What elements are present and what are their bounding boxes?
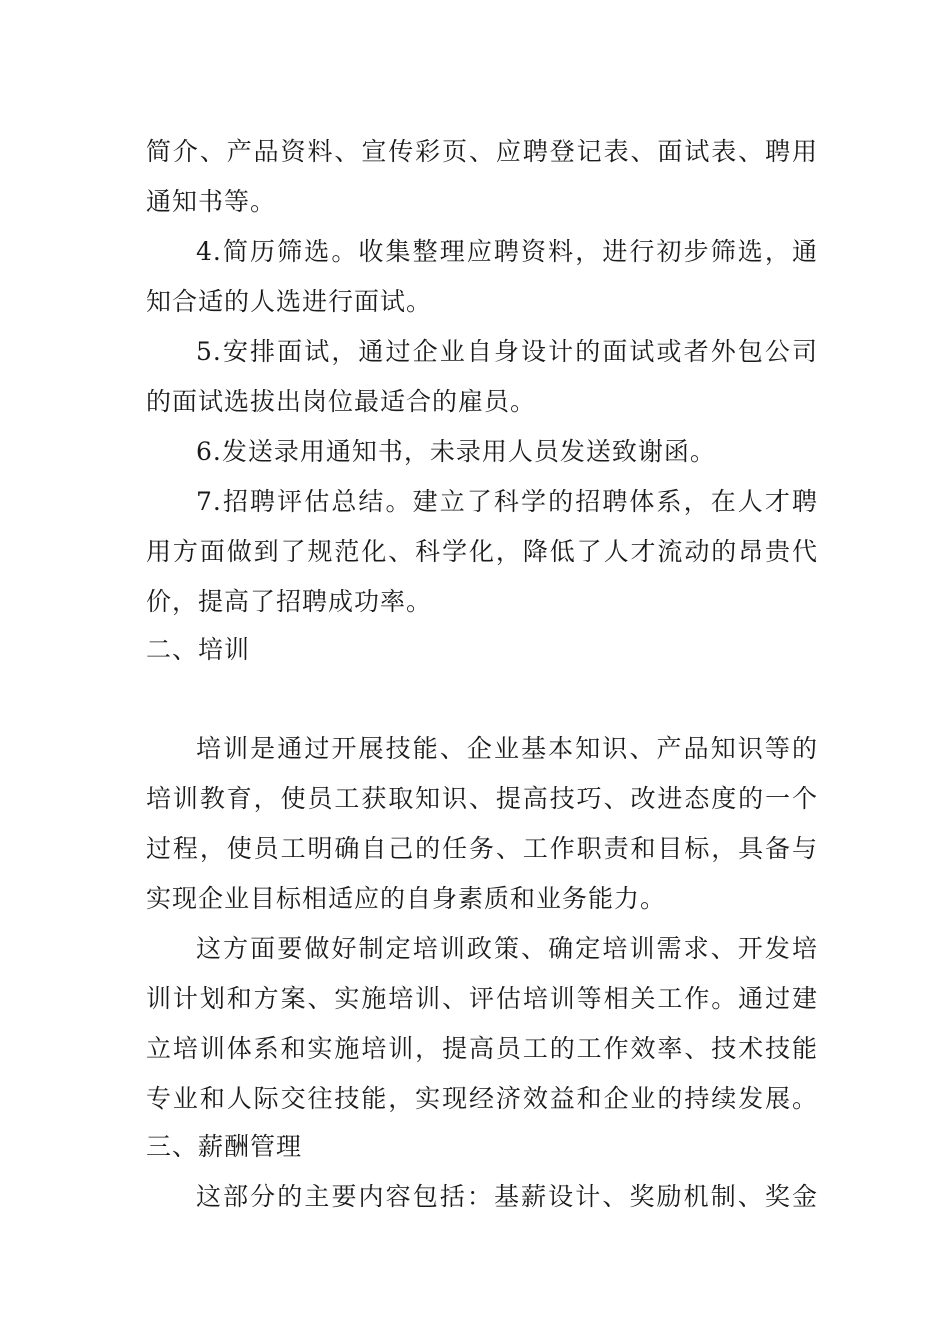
text-line: 7.招聘评估总结。建立了科学的招聘体系，在人才聘 [196,487,818,516]
text-line: 培训教育，使员工获取知识、提高技巧、改进态度的一个 [146,784,818,813]
text-line: 这方面要做好制定培训政策、确定培训需求、开发培 [196,934,818,963]
text-line: 通知书等。 [146,187,277,216]
text-line: 知合适的人选进行面试。 [146,287,433,316]
section-heading: 二、培训 [146,635,251,664]
text-line: 立培训体系和实施培训，提高员工的工作效率、技术技能 [146,1034,818,1063]
text-line: 专业和人际交往技能，实现经济效益和企业的持续发展。 [146,1084,818,1113]
text-line: 这部分的主要内容包括：基薪设计、奖励机制、奖金 [196,1182,818,1211]
text-line: 培训是通过开展技能、企业基本知识、产品知识等的 [196,734,818,763]
text-line: 5.安排面试，通过企业自身设计的面试或者外包公司 [196,337,818,366]
text-line: 价，提高了招聘成功率。 [146,587,433,616]
text-line: 简介、产品资料、宣传彩页、应聘登记表、面试表、聘用 [146,137,818,166]
text-line: 用方面做到了规范化、科学化，降低了人才流动的昂贵代 [146,537,818,566]
section-heading: 三、薪酬管理 [146,1132,303,1161]
text-line: 训计划和方案、实施培训、评估培训等相关工作。通过建 [146,984,818,1013]
text-line: 实现企业目标相适应的自身素质和业务能力。 [146,884,667,913]
text-line: 6.发送录用通知书，未录用人员发送致谢函。 [196,437,716,466]
text-line: 的面试选拔出岗位最适合的雇员。 [146,387,537,416]
text-line: 过程，使员工明确自己的任务、工作职责和目标，具备与 [146,834,818,863]
text-line: 4.简历筛选。收集整理应聘资料，进行初步筛选，通 [196,237,818,266]
